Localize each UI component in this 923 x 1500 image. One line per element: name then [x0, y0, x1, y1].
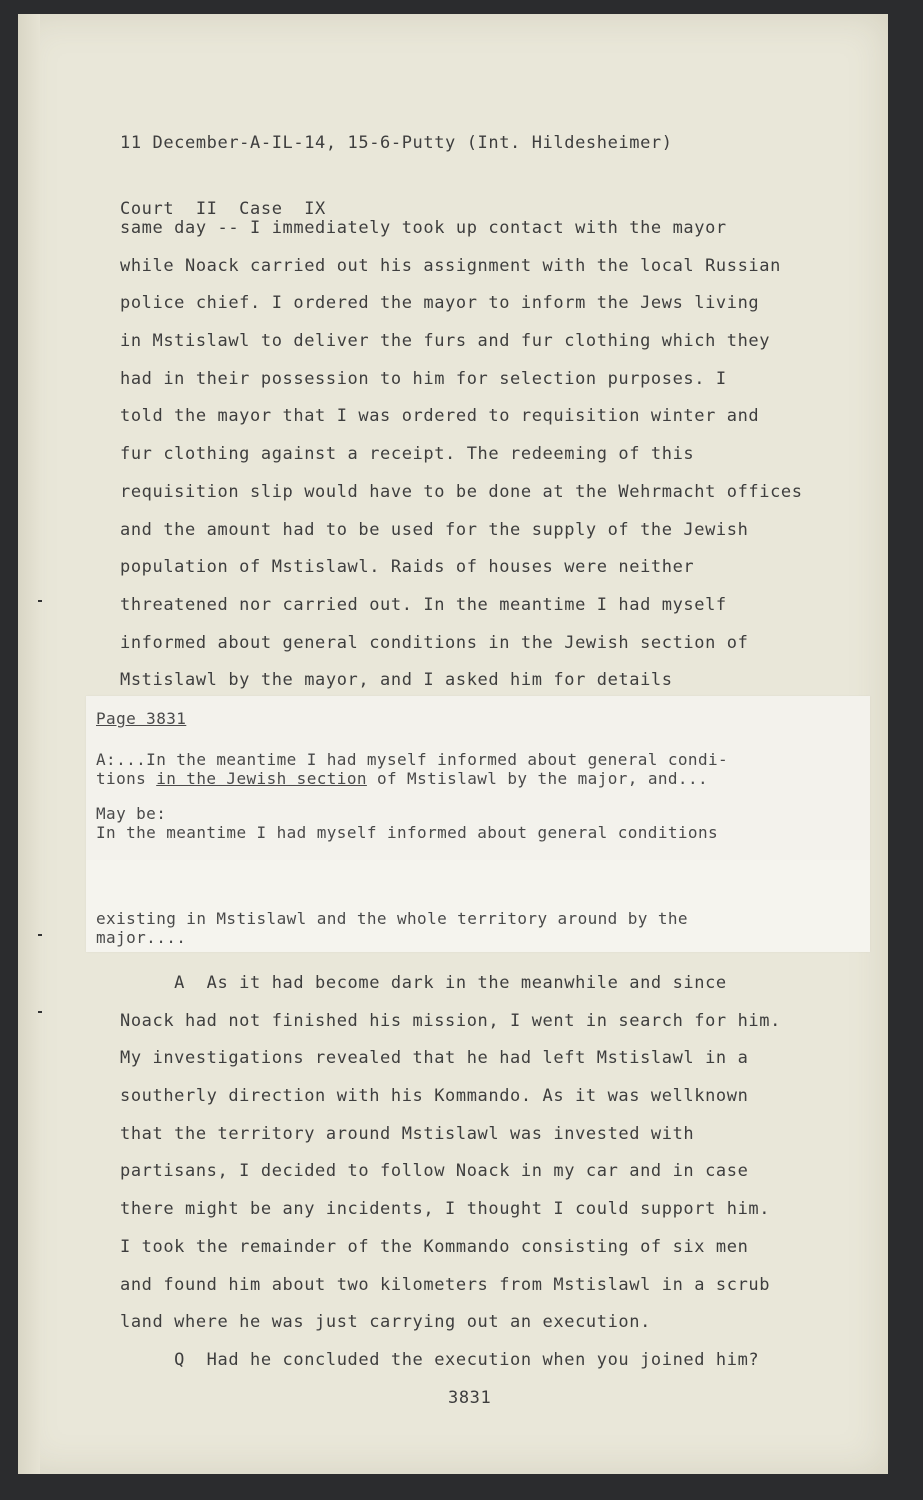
body-text-lower — [120, 965, 840, 1380]
text-line: land where he was just carrying out an execution. — [120, 1312, 651, 1333]
text-line: My investigations revealed that he had left Mstislawl in a — [120, 1048, 749, 1069]
text-line: that the territory around Mstislawl was invested with — [120, 1123, 695, 1144]
margin-mark — [38, 600, 42, 602]
correction-slip-lower — [86, 860, 870, 952]
slip-page-reference: Page 3831 — [96, 709, 187, 728]
page-number: 3831 — [448, 1388, 492, 1408]
text-line: while Noack carried out his assignment with the local Russian — [120, 255, 781, 276]
text-line: had in their possession to him for selection purposes. I — [120, 368, 727, 389]
text-line: threatened nor carried out. In the meantime I had myself — [120, 594, 727, 615]
text-line: Q Had he concluded the execution when you joined him? — [120, 1349, 760, 1370]
slip-may-be-label: May be: — [96, 804, 167, 823]
text-line: told the mayor that I was ordered to requisition winter and — [120, 406, 760, 427]
text-line: informed about general conditions in the Jewish section of — [120, 632, 749, 653]
text-line: I took the remainder of the Kommando consisting of six men — [120, 1236, 749, 1257]
slip-quote-line-2 — [96, 769, 708, 788]
header-line-1: 11 December-A-IL-14, 15-6-Putty (Int. Hildesheimer) — [120, 133, 673, 153]
text-line: and found him about two kilometers from Mstislawl in a scrub — [120, 1274, 771, 1295]
body-text-upper — [120, 210, 840, 700]
header-line-2: Court II Case IX — [120, 199, 326, 219]
slip-quote-underlined: in the Jewish section — [156, 769, 367, 788]
slip-quote-text: tions — [96, 769, 157, 788]
text-line: police chief. I ordered the mayor to inform the Jews living — [120, 293, 760, 314]
slip-quote-line-1: A:...In the meantime I had myself informed about general condi- — [96, 750, 729, 769]
text-line: partisans, I decided to follow Noack in my car and in case — [120, 1161, 749, 1182]
slip-correction-line-2: existing in Mstislawl and the whole territory around by the — [96, 909, 688, 928]
text-line: there might be any incidents, I thought I could support him. — [120, 1199, 771, 1220]
text-line: in Mstislawl to deliver the furs and fur clothing which they — [120, 331, 771, 352]
text-line: southerly direction with his Kommando. As it was wellknown — [120, 1086, 749, 1107]
slip-quote-text: of Mstislawl by the major, and... — [366, 769, 709, 788]
text-line: fur clothing against a receipt. The redeeming of this — [120, 444, 695, 465]
slip-correction-line-1: In the meantime I had myself informed about general conditions — [96, 823, 719, 842]
text-line: Mstislawl by the mayor, and I asked him for details — [120, 670, 673, 691]
text-line: same day -- I immediately took up contact with the mayor — [120, 218, 727, 238]
margin-mark — [38, 934, 42, 936]
binding-edge — [18, 14, 40, 1474]
text-line: requisition slip would have to be done at the Wehrmacht offices — [120, 481, 803, 502]
text-line: and the amount had to be used for the supply of the Jewish — [120, 519, 749, 540]
text-line: population of Mstislawl. Raids of houses were neither — [120, 557, 695, 578]
slip-correction-line-3: major.... — [96, 928, 187, 947]
text-line: A As it had become dark in the meanwhile and since — [120, 973, 727, 993]
text-line: Noack had not finished his mission, I went in search for him. — [120, 1010, 781, 1031]
margin-mark — [38, 1011, 42, 1013]
